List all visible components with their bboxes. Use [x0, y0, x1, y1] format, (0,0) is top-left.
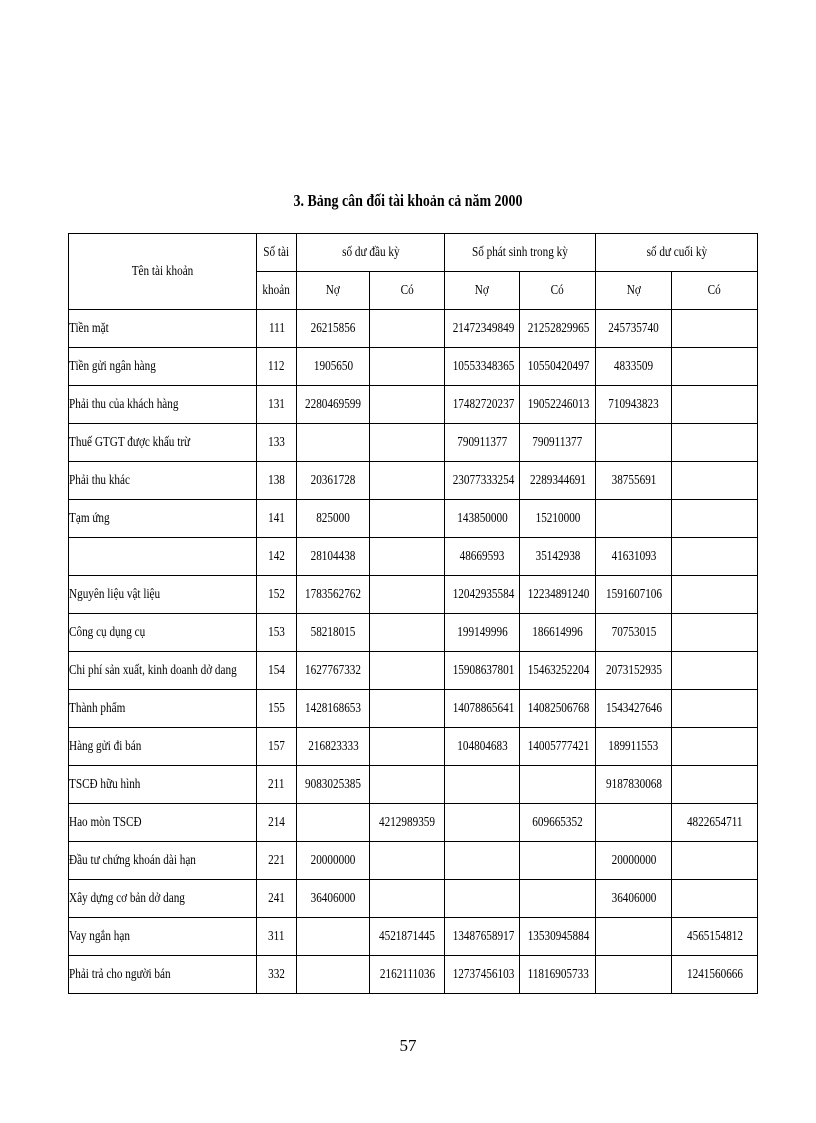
closing-credit-cell	[672, 728, 758, 766]
table-row	[69, 652, 758, 690]
closing-credit-cell	[672, 614, 758, 652]
table-row	[69, 728, 758, 766]
table-row	[69, 386, 758, 424]
opening-debit-cell: 20000000	[297, 842, 370, 880]
closing-credit-cell: 1241560666	[672, 956, 758, 994]
opening-credit-cell	[370, 690, 445, 728]
movement-debit-cell: 15908637801	[445, 652, 520, 690]
account-name-cell: Xây dựng cơ bản dở dang	[69, 880, 257, 918]
closing-credit-cell: 4565154812	[672, 918, 758, 956]
page-number: 57	[399, 1036, 417, 1055]
movement-debit-cell	[445, 880, 520, 918]
opening-debit-cell: 1428168653	[297, 690, 370, 728]
account-number-cell: 221	[257, 842, 297, 880]
closing-debit-cell	[596, 918, 672, 956]
table-row	[69, 766, 758, 804]
closing-debit-cell: 189911553	[596, 728, 672, 766]
account-number-cell: 211	[257, 766, 297, 804]
header-closing-debit: Nợ	[596, 272, 672, 310]
header-movement-debit: Nợ	[445, 272, 520, 310]
opening-debit-cell: 1905650	[297, 348, 370, 386]
movement-debit-cell	[445, 842, 520, 880]
table-row	[69, 348, 758, 386]
account-balance-table	[68, 233, 758, 994]
table-row	[69, 614, 758, 652]
account-name-cell: Nguyên liệu vật liệu	[69, 576, 257, 614]
closing-credit-cell	[672, 310, 758, 348]
account-name-cell: Hàng gửi đi bán	[69, 728, 257, 766]
account-number-cell: 153	[257, 614, 297, 652]
opening-credit-cell: 4212989359	[370, 804, 445, 842]
movement-debit-cell	[445, 766, 520, 804]
closing-debit-cell: 710943823	[596, 386, 672, 424]
account-name-cell: Phải thu của khách hàng	[69, 386, 257, 424]
movement-debit-cell: 143850000	[445, 500, 520, 538]
account-number-cell: 241	[257, 880, 297, 918]
account-name-cell: Đầu tư chứng khoán dài hạn	[69, 842, 257, 880]
header-movement-credit: Có	[520, 272, 596, 310]
opening-credit-cell: 4521871445	[370, 918, 445, 956]
movement-credit-cell: 11816905733	[520, 956, 596, 994]
account-number-cell: 131	[257, 386, 297, 424]
opening-debit-cell: 36406000	[297, 880, 370, 918]
movement-debit-cell: 17482720237	[445, 386, 520, 424]
closing-credit-cell	[672, 462, 758, 500]
account-name-cell: Phải trả cho người bán	[69, 956, 257, 994]
table-row	[69, 462, 758, 500]
closing-debit-cell: 9187830068	[596, 766, 672, 804]
table-row	[69, 804, 758, 842]
closing-credit-cell	[672, 766, 758, 804]
account-name-cell: TSCĐ hữu hình	[69, 766, 257, 804]
opening-debit-cell: 9083025385	[297, 766, 370, 804]
account-name-cell: Tiền gửi ngân hàng	[69, 348, 257, 386]
movement-credit-cell: 790911377	[520, 424, 596, 462]
opening-credit-cell	[370, 576, 445, 614]
opening-debit-cell: 1627767332	[297, 652, 370, 690]
account-number-cell: 141	[257, 500, 297, 538]
account-number-cell: 133	[257, 424, 297, 462]
account-name-cell: Thành phẩm	[69, 690, 257, 728]
closing-credit-cell	[672, 576, 758, 614]
table-row	[69, 424, 758, 462]
closing-debit-cell	[596, 804, 672, 842]
header-period-movement: Số phát sinh trong kỳ	[445, 234, 596, 272]
closing-credit-cell	[672, 538, 758, 576]
account-name-cell: Thuế GTGT được khấu trừ	[69, 424, 257, 462]
closing-debit-cell: 36406000	[596, 880, 672, 918]
account-number-cell: 311	[257, 918, 297, 956]
opening-credit-cell	[370, 500, 445, 538]
header-closing-credit: Có	[672, 272, 758, 310]
closing-credit-cell	[672, 424, 758, 462]
account-name-cell: Hao mòn TSCĐ	[69, 804, 257, 842]
movement-credit-cell: 609665352	[520, 804, 596, 842]
table-row	[69, 880, 758, 918]
opening-credit-cell	[370, 842, 445, 880]
header-opening-debit: Nợ	[297, 272, 370, 310]
movement-debit-cell: 14078865641	[445, 690, 520, 728]
movement-debit-cell: 21472349849	[445, 310, 520, 348]
account-number-cell: 332	[257, 956, 297, 994]
account-number-cell: 154	[257, 652, 297, 690]
movement-credit-cell	[520, 880, 596, 918]
movement-credit-cell: 12234891240	[520, 576, 596, 614]
closing-credit-cell	[672, 842, 758, 880]
closing-credit-cell	[672, 500, 758, 538]
opening-debit-cell: 825000	[297, 500, 370, 538]
account-number-cell: 142	[257, 538, 297, 576]
opening-credit-cell	[370, 310, 445, 348]
movement-debit-cell: 12737456103	[445, 956, 520, 994]
movement-credit-cell: 21252829965	[520, 310, 596, 348]
movement-debit-cell	[445, 804, 520, 842]
opening-debit-cell: 1783562762	[297, 576, 370, 614]
closing-debit-cell: 38755691	[596, 462, 672, 500]
closing-debit-cell: 1543427646	[596, 690, 672, 728]
movement-credit-cell: 13530945884	[520, 918, 596, 956]
opening-credit-cell	[370, 728, 445, 766]
opening-credit-cell	[370, 462, 445, 500]
opening-debit-cell	[297, 956, 370, 994]
table-row	[69, 956, 758, 994]
closing-debit-cell	[596, 500, 672, 538]
closing-debit-cell	[596, 956, 672, 994]
opening-credit-cell	[370, 880, 445, 918]
closing-debit-cell: 1591607106	[596, 576, 672, 614]
opening-debit-cell	[297, 918, 370, 956]
page-title: 3. Bảng cân đối tài khoản cả năm 2000	[293, 191, 523, 210]
movement-debit-cell: 790911377	[445, 424, 520, 462]
movement-debit-cell: 199149996	[445, 614, 520, 652]
account-name-cell: Tạm ứng	[69, 500, 257, 538]
closing-debit-cell	[596, 424, 672, 462]
closing-credit-cell	[672, 652, 758, 690]
movement-debit-cell: 13487658917	[445, 918, 520, 956]
opening-debit-cell	[297, 804, 370, 842]
opening-credit-cell	[370, 652, 445, 690]
closing-credit-cell: 4822654711	[672, 804, 758, 842]
header-opening-credit: Có	[370, 272, 445, 310]
closing-credit-cell	[672, 348, 758, 386]
account-name-cell	[69, 538, 257, 576]
movement-credit-cell: 14082506768	[520, 690, 596, 728]
table-row	[69, 576, 758, 614]
account-number-cell: 111	[257, 310, 297, 348]
movement-debit-cell: 104804683	[445, 728, 520, 766]
movement-credit-cell: 14005777421	[520, 728, 596, 766]
account-number-cell: 157	[257, 728, 297, 766]
closing-debit-cell: 70753015	[596, 614, 672, 652]
header-account-name: Tên tài khoản	[69, 234, 257, 310]
table-row	[69, 842, 758, 880]
movement-debit-cell: 12042935584	[445, 576, 520, 614]
movement-debit-cell: 48669593	[445, 538, 520, 576]
closing-debit-cell: 20000000	[596, 842, 672, 880]
movement-debit-cell: 10553348365	[445, 348, 520, 386]
closing-debit-cell: 4833509	[596, 348, 672, 386]
account-number-cell: 214	[257, 804, 297, 842]
table-row	[69, 918, 758, 956]
table-row	[69, 538, 758, 576]
table-row	[69, 690, 758, 728]
opening-debit-cell: 28104438	[297, 538, 370, 576]
closing-debit-cell: 41631093	[596, 538, 672, 576]
account-number-cell: 138	[257, 462, 297, 500]
header-closing-balance: số dư cuối kỳ	[596, 234, 758, 272]
opening-credit-cell	[370, 614, 445, 652]
movement-credit-cell	[520, 842, 596, 880]
opening-credit-cell	[370, 766, 445, 804]
opening-debit-cell: 216823333	[297, 728, 370, 766]
closing-credit-cell	[672, 386, 758, 424]
table-header-row	[69, 234, 758, 272]
movement-credit-cell: 10550420497	[520, 348, 596, 386]
table-row	[69, 310, 758, 348]
opening-credit-cell	[370, 424, 445, 462]
closing-debit-cell: 245735740	[596, 310, 672, 348]
account-number-cell: 152	[257, 576, 297, 614]
opening-debit-cell: 58218015	[297, 614, 370, 652]
account-name-cell: Vay ngắn hạn	[69, 918, 257, 956]
closing-credit-cell	[672, 880, 758, 918]
movement-credit-cell: 2289344691	[520, 462, 596, 500]
opening-debit-cell: 26215856	[297, 310, 370, 348]
opening-credit-cell	[370, 348, 445, 386]
account-number-cell: 112	[257, 348, 297, 386]
header-opening-balance: số dư đầu kỳ	[297, 234, 445, 272]
movement-credit-cell: 186614996	[520, 614, 596, 652]
opening-debit-cell: 20361728	[297, 462, 370, 500]
account-name-cell: Phải thu khác	[69, 462, 257, 500]
header-account-no-top: Số tài	[257, 234, 297, 272]
opening-credit-cell	[370, 538, 445, 576]
account-number-cell: 155	[257, 690, 297, 728]
movement-credit-cell: 35142938	[520, 538, 596, 576]
closing-debit-cell: 2073152935	[596, 652, 672, 690]
account-name-cell: Chi phí sản xuất, kinh doanh dở dang	[69, 652, 257, 690]
movement-credit-cell: 15210000	[520, 500, 596, 538]
closing-credit-cell	[672, 690, 758, 728]
opening-debit-cell: 2280469599	[297, 386, 370, 424]
opening-credit-cell	[370, 386, 445, 424]
movement-credit-cell: 19052246013	[520, 386, 596, 424]
opening-debit-cell	[297, 424, 370, 462]
opening-credit-cell: 2162111036	[370, 956, 445, 994]
account-name-cell: Công cụ dụng cụ	[69, 614, 257, 652]
header-account-no-bottom: khoản	[257, 272, 297, 310]
table-row	[69, 500, 758, 538]
movement-credit-cell: 15463252204	[520, 652, 596, 690]
movement-debit-cell: 23077333254	[445, 462, 520, 500]
movement-credit-cell	[520, 766, 596, 804]
account-name-cell: Tiền mặt	[69, 310, 257, 348]
